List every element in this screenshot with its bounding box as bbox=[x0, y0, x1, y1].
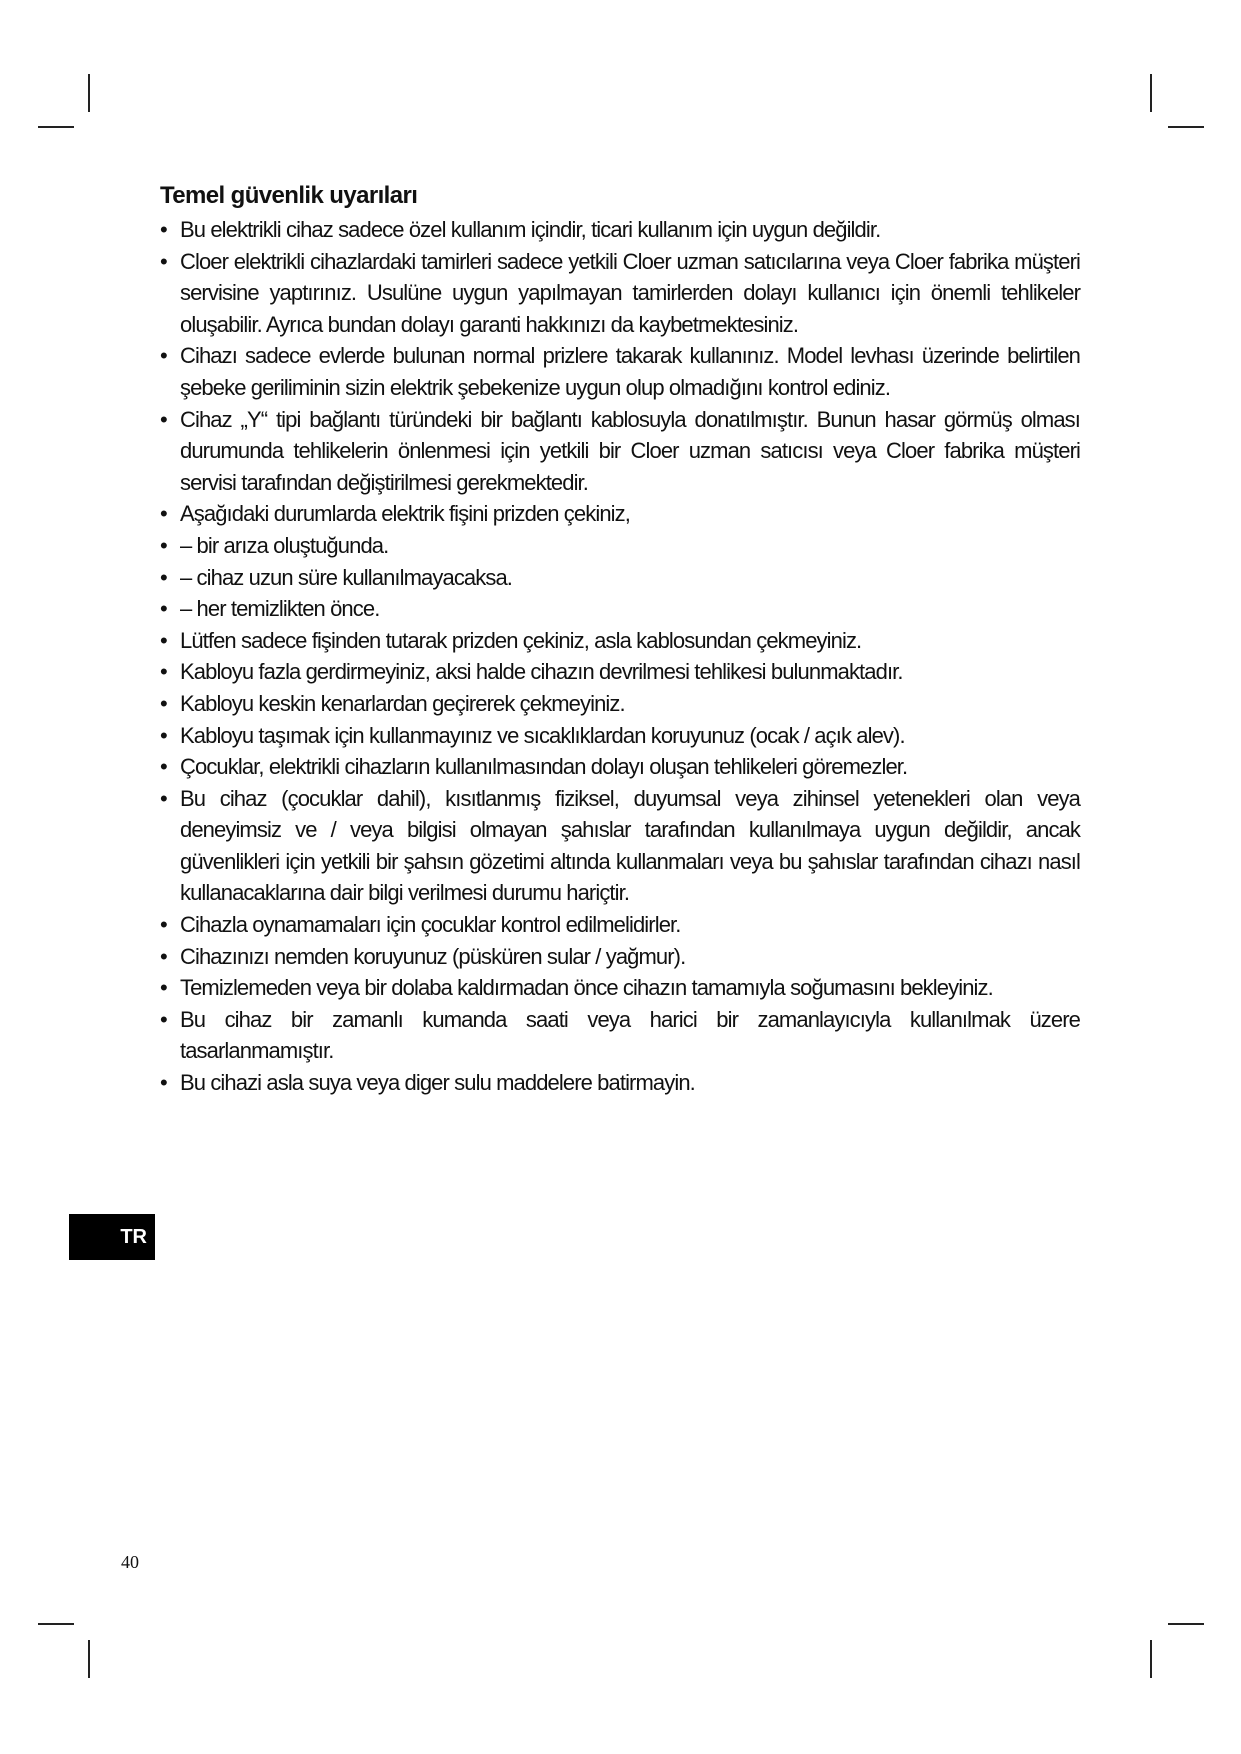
list-item: • Bu cihaz (çocuklar dahil), kısıtlanmış fiziksel, duyumsal veya zihinsel yetenekleri olan veya deneyimsiz ve / veya bilgisi olmayan şahıslar tarafından kullanılmaya uygun değildir, ancak güvenlikleri için yetkili bir şahsın gözetimi altında kullanmaları veya bu şahıslar tarafından cihazı nasıl kullanacaklarına dair bilgi verilmesi durumu hariçtir. bbox=[160, 783, 1080, 909]
list-item: • Kabloyu keskin kenarlardan geçirerek çekmeyiniz. bbox=[160, 688, 1080, 720]
list-item: • – bir arıza oluştuğunda. bbox=[160, 530, 1080, 562]
crop-mark-bottom-right-vertical bbox=[1150, 1640, 1152, 1678]
list-item: • Çocuklar, elektrikli cihazların kullanılmasından dolayı oluşan tehlikeleri göremezler. bbox=[160, 751, 1080, 783]
list-item: • Temizlemeden veya bir dolaba kaldırmadan önce cihazın tamamıyla soğumasını bekleyiniz. bbox=[160, 972, 1080, 1004]
crop-mark-bottom-left-horizontal bbox=[38, 1623, 74, 1625]
list-item: • Cloer elektrikli cihazlardaki tamirleri sadece yetkili Cloer uzman satıcılarına veya Cloer fabrika müşteri servisine yaptırınız. Usulüne uygun yapılmayan tamirlerden dolayı kullanıcı için önemli tehlikeler oluşabilir. Ayrıca bundan dolayı garanti hakkınızı da kaybetmektesiniz. bbox=[160, 246, 1080, 341]
crop-mark-top-right-horizontal bbox=[1168, 126, 1204, 128]
list-item: • Cihazınızı nemden koruyunuz (püsküren sular / yağmur). bbox=[160, 941, 1080, 973]
crop-mark-top-left-vertical bbox=[88, 74, 90, 112]
list-item: • Cihazı sadece evlerde bulunan normal prizlere takarak kullanınız. Model levhası üzerinde belirtilen şebeke geriliminin sizin elektrik şebekenize uygun olup olmadığını kontrol ediniz. bbox=[160, 340, 1080, 403]
safety-section bbox=[160, 180, 1080, 1099]
list-item: • – cihaz uzun süre kullanılmayacaksa. bbox=[160, 562, 1080, 594]
list-item: • Aşağıdaki durumlarda elektrik fişini prizden çekiniz, bbox=[160, 498, 1080, 530]
list-item: • – her temizlikten önce. bbox=[160, 593, 1080, 625]
crop-mark-top-right-vertical bbox=[1150, 74, 1152, 112]
list-item: • Kabloyu taşımak için kullanmayınız ve sıcaklıklardan koruyunuz (ocak / açık alev). bbox=[160, 720, 1080, 752]
language-tab: TR bbox=[69, 1214, 155, 1260]
crop-mark-bottom-right-horizontal bbox=[1168, 1623, 1204, 1625]
safety-list bbox=[160, 214, 1080, 1099]
list-item: • Bu cihaz bir zamanlı kumanda saati veya harici bir zamanlayıcıyla kullanılmak üzere tasarlanmamıştır. bbox=[160, 1004, 1080, 1067]
section-heading: Temel güvenlik uyarıları bbox=[160, 182, 418, 209]
list-item: • Bu cihazi asla suya veya diger sulu maddelere batirmayin. bbox=[160, 1067, 1080, 1099]
list-item: • Bu elektrikli cihaz sadece özel kullanım içindir, ticari kullanım için uygun değildir. bbox=[160, 214, 1080, 246]
list-item: • Lütfen sadece fişinden tutarak prizden çekiniz, asla kablosundan çekmeyiniz. bbox=[160, 625, 1080, 657]
crop-mark-bottom-left-vertical bbox=[88, 1640, 90, 1678]
crop-mark-top-left-horizontal bbox=[38, 126, 74, 128]
page-number: 40 bbox=[121, 1552, 139, 1572]
list-item: • Cihazla oynamamaları için çocuklar kontrol edilmelidirler. bbox=[160, 909, 1080, 941]
list-item: • Cihaz „Y“ tipi bağlantı türündeki bir bağlantı kablosuyla donatılmıştır. Bunun hasar görmüş olması durumunda tehlikelerin önlenmesi için yetkili bir Cloer uzman satıcısı veya Cloer fabrika müşteri servisi tarafından değiştirilmesi gerekmektedir. bbox=[160, 404, 1080, 499]
list-item: • Kabloyu fazla gerdirmeyiniz, aksi halde cihazın devrilmesi tehlikesi bulunmaktadır. bbox=[160, 656, 1080, 688]
